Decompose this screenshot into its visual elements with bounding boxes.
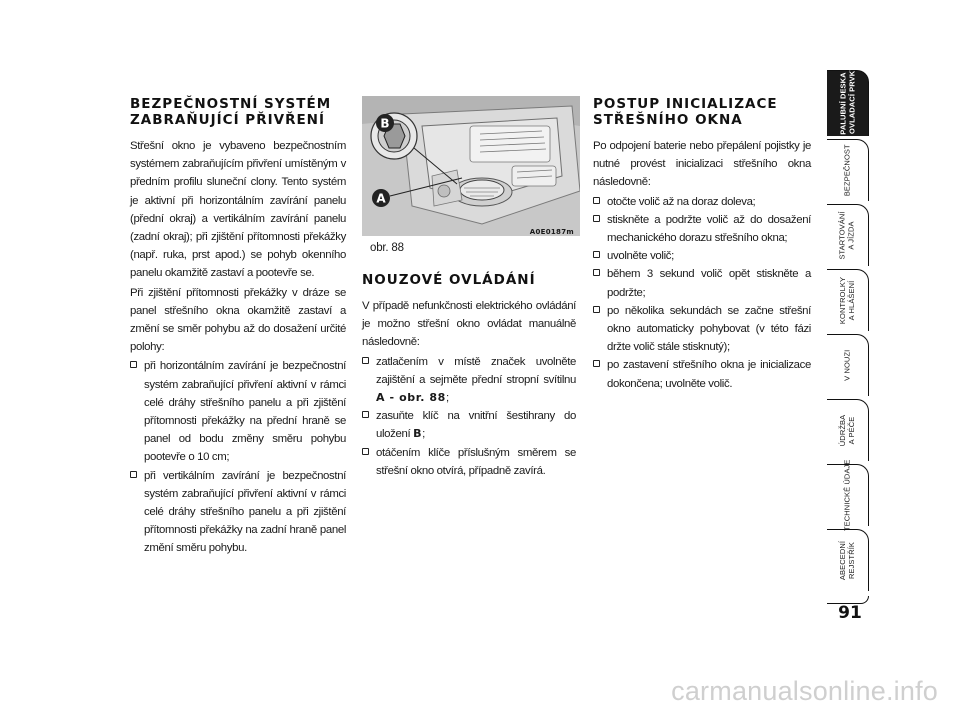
heading-line: STŘEŠNÍHO OKNA <box>593 112 743 128</box>
label-b: B <box>380 116 390 131</box>
list-item <box>593 211 811 247</box>
figure-reference: A - obr. 88 <box>376 391 446 405</box>
checkbox-bullet-icon <box>593 197 600 204</box>
list-item <box>593 302 811 357</box>
section-anti-pinch <box>130 96 346 558</box>
tab-label <box>839 415 856 446</box>
label-a: A <box>376 191 386 206</box>
tab-label <box>839 66 856 142</box>
checkbox-bullet-icon <box>593 269 600 276</box>
list-item <box>130 467 346 558</box>
tab-emergency[interactable] <box>827 334 869 396</box>
chapter-tabs <box>827 65 869 599</box>
tab-label-line: BEZPEČNOST <box>842 144 852 197</box>
tab-label-line: A PÉČE <box>846 416 856 445</box>
paragraph: Střešní okno je vybaveno bezpečnostním systémem zabraňujícím přivření umístěným v předním profilu sluneční clony. Tento systém je aktivní při horizontálním zavírání panelu (přední okraj) a vertikálním zavírání panelu (zadní okraj); při zjištění přítomnosti překážky (např. ruka, prst apod.) se pohyb okenního panelu okamžitě zastaví a pootevře se. <box>130 140 346 280</box>
tab-label <box>843 145 852 197</box>
paragraph: V případě nefunkčnosti elektrického ovládání je možno střešní okno ovládat manuálně následovně: <box>362 300 576 349</box>
checkbox-bullet-icon <box>593 251 600 258</box>
paragraph: Při zjištění přítomnosti překážky v dráze se panel střešního okna okamžitě zastaví a změní se směr pohybu až do dosažení určité polohy: <box>130 286 346 354</box>
section-heading <box>593 96 811 128</box>
tab-label-line: REJSTŘÍK <box>846 541 856 580</box>
tab-label-line: TECHNICKÉ ÚDAJE <box>842 459 852 532</box>
tab-label <box>839 277 856 324</box>
checkbox-bullet-icon <box>362 357 369 364</box>
tab-safety[interactable] <box>827 139 869 201</box>
list-item <box>593 265 811 301</box>
tab-label <box>843 350 852 381</box>
list-item <box>593 193 811 211</box>
figure-code: A0E0187m <box>529 228 574 236</box>
list-item-text: otočte volič až na doraz doleva; <box>607 195 756 208</box>
console-illustration <box>362 96 580 236</box>
tab-label-line: V NOUZI <box>842 349 852 382</box>
tab-label <box>839 211 856 259</box>
tab-index[interactable] <box>827 529 869 591</box>
list-item <box>130 357 346 466</box>
list-item-end: ; <box>445 392 449 405</box>
checkbox-bullet-icon <box>130 361 137 368</box>
list-item <box>362 444 576 480</box>
bullet-list <box>130 357 346 557</box>
checkbox-bullet-icon <box>362 411 369 418</box>
list-item <box>593 247 811 265</box>
tab-label-line: STARTOVÁNÍ <box>838 211 848 260</box>
list-item-text: při horizontálním zavírání je bezpečnostní systém zabraňující přivření aktivní v rámci celé dráhy střešního panelu a při zjištění přítomnosti překážky na přední hraně se panel od bodu změny směru pohybu pootevře o 10 cm; <box>144 360 346 464</box>
list-item-text: při vertikálním zavírání je bezpečnostní systém zabraňující přivření aktivní v rámci celé dráhy střešního panelu a při zjištění přítomnosti překážky na zadní hraně panel změní směru pohybu. <box>144 469 346 555</box>
section-heading: NOUZOVÉ OVLÁDÁNÍ <box>362 272 536 288</box>
checkbox-bullet-icon <box>593 306 600 313</box>
tab-label-line: KONTROLKY <box>838 276 848 325</box>
checkbox-bullet-icon <box>362 448 369 455</box>
list-item-text: stiskněte a podržte volič až do dosažení mechanického dorazu střešního okna; <box>607 213 811 245</box>
section-initialization <box>593 96 811 393</box>
figure-caption: obr. 88 <box>370 242 404 254</box>
list-item-text: po několika sekundách se začne střešní okno automaticky pohybovat (v této fázi držte volič stále stisknutý); <box>607 304 811 354</box>
watermark-text: carmanualsonline.info <box>671 676 938 706</box>
checkbox-bullet-icon <box>593 360 600 367</box>
list-item <box>593 356 811 392</box>
heading-line: ZABRAŇUJÍCÍ PŘIVŘENÍ <box>130 112 326 128</box>
tab-label-line: A JÍZDA <box>846 221 856 250</box>
list-item-text: zasuňte klíč na vnitřní šestihrany do uložení <box>376 410 576 441</box>
section-heading <box>130 96 346 128</box>
list-item-end: ; <box>422 428 425 441</box>
list-item-text: během 3 sekund volič opět stiskněte a podržte; <box>607 268 811 299</box>
paragraph: Po odpojení baterie nebo přepálení pojistky je nutné provést inicializaci střešního okna následovně: <box>593 140 811 189</box>
bullet-list <box>593 193 811 393</box>
list-item <box>362 407 576 443</box>
list-item-text: otáčením klíče příslušným směrem se střešní okno otvírá, případně zavírá. <box>376 446 576 477</box>
list-item-text: po zastavení střešního okna je inicializace dokončena; uvolněte volič. <box>607 359 811 390</box>
tab-technical-data[interactable] <box>827 459 869 532</box>
watermark <box>0 668 960 715</box>
figure-caption-row <box>362 228 576 262</box>
heading-line: POSTUP INICIALIZACE <box>593 96 778 112</box>
checkbox-bullet-icon <box>593 215 600 222</box>
list-item <box>362 353 576 408</box>
tab-dashboard-controls[interactable] <box>827 65 869 142</box>
tab-label-line: ÚDRŽBA <box>838 414 847 447</box>
tab-label <box>839 541 856 580</box>
page-number: 91 <box>838 603 862 623</box>
tab-warning-lights[interactable] <box>827 269 869 331</box>
tab-starting-driving[interactable] <box>827 204 869 266</box>
tab-label-line: ABECEDNÍ <box>838 540 847 581</box>
heading-line: BEZPEČNOSTNÍ SYSTÉM <box>130 96 332 112</box>
figure-sunroof-console <box>362 96 580 236</box>
bullet-list <box>362 353 576 480</box>
tab-label <box>843 460 852 532</box>
tab-maintenance[interactable] <box>827 399 869 461</box>
list-item-text: zatlačením v místě značek uvolněte zajištění a sejměte přední stropní svítilnu <box>376 355 576 386</box>
tab-label-line: A OVLADACÍ PRVKY <box>846 65 856 142</box>
tab-label-line: PALUBNÍ DESKA <box>838 72 847 135</box>
checkbox-bullet-icon <box>130 471 137 478</box>
section-emergency-control <box>362 96 576 480</box>
figure-reference: B <box>413 427 423 441</box>
list-item-text: uvolněte volič; <box>607 250 674 263</box>
tab-label-line: A HLÁŠENÍ <box>846 280 856 321</box>
